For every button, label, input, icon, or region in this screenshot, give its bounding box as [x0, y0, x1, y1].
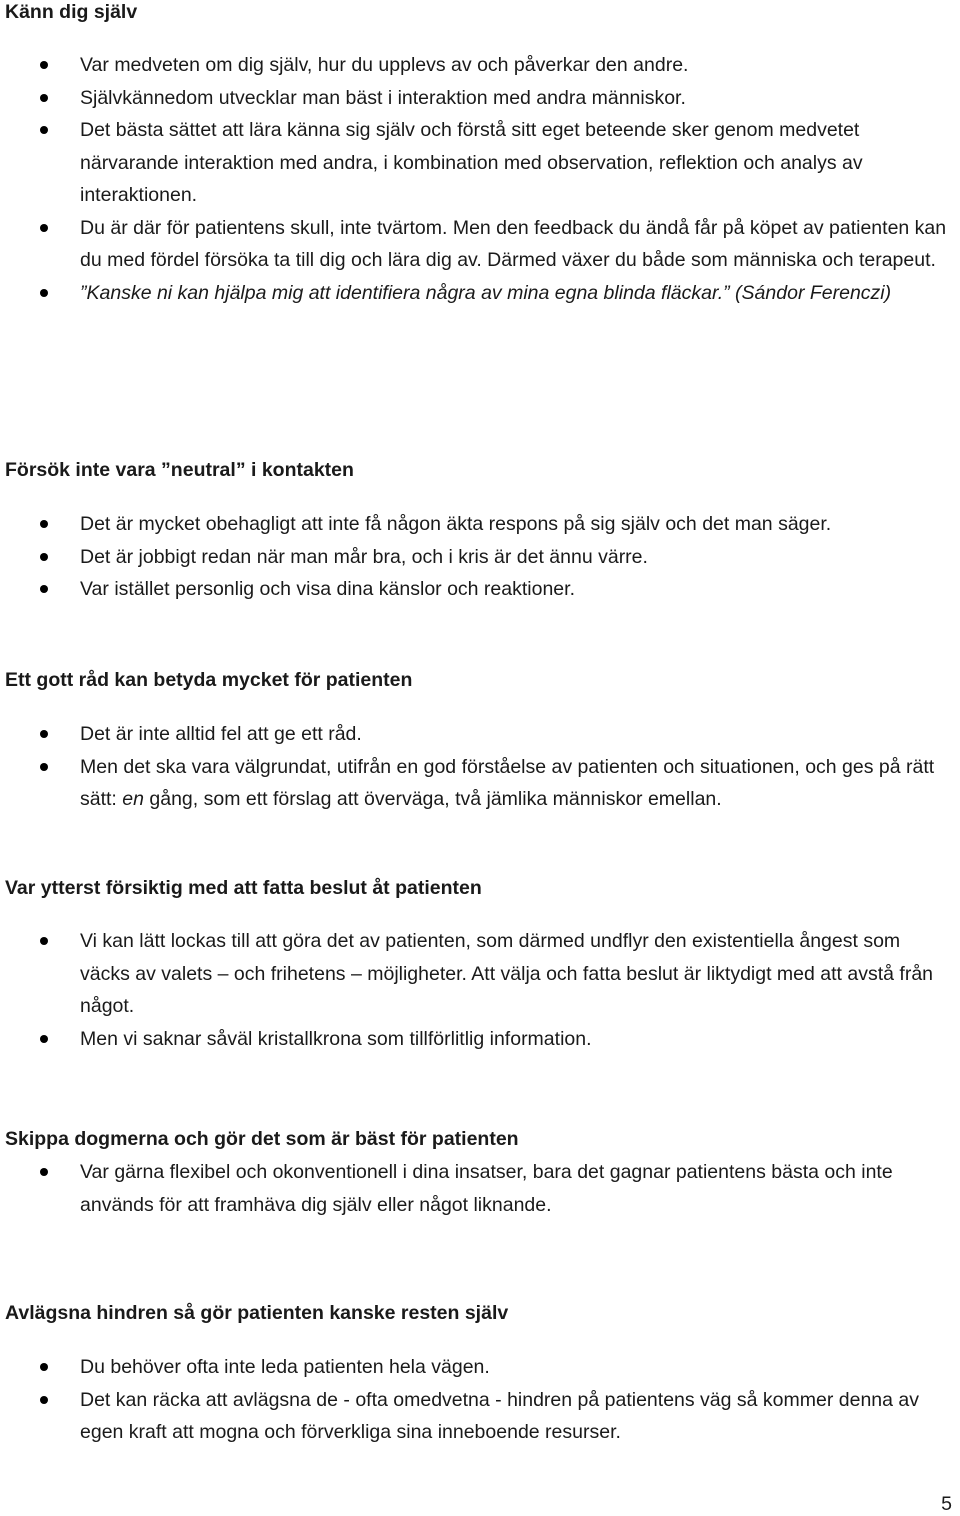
list-item	[0, 508, 955, 541]
bullet-icon	[40, 763, 48, 771]
list-item	[0, 1351, 955, 1384]
section-list-kanna-dig-sjalv	[0, 49, 955, 309]
list-item-text: Självkännedom utvecklar man bäst i interaktion med andra människor.	[80, 86, 686, 109]
list-item	[0, 718, 955, 751]
bullet-icon	[40, 585, 48, 593]
bullet-icon	[40, 94, 48, 102]
bullet-icon	[40, 937, 48, 945]
section-heading-kanna-dig-sjalv: Känn dig själv	[5, 1, 138, 23]
bullet-icon	[40, 553, 48, 561]
list-item-text: Du är där för patientens skull, inte tvärtom. Men den feedback du ändå får på köpet av patienten kan du med fördel försöka ta till dig och lära dig av. Därmed växer du både som människa och terapeut.	[80, 216, 947, 271]
bullet-icon	[40, 126, 48, 134]
list-item	[0, 114, 955, 212]
list-item-text: Det bästa sättet att lära känna sig själv och förstå sitt eget beteende sker genom medvetet närvarande interaktion med andra, i kombination med observation, reflektion och analys av interaktionen.	[80, 119, 863, 206]
bullet-icon	[40, 1396, 48, 1404]
list-item	[0, 925, 955, 1023]
page-number: 5	[941, 1493, 952, 1515]
list-item	[0, 82, 955, 115]
list-item-text: Det kan räcka att avlägsna de - ofta omedvetna - hindren på patientens väg så kommer denna av egen kraft att mogna och förverkliga sina inneboende resurser.	[80, 1388, 919, 1443]
emphasized-word: en	[122, 788, 144, 810]
list-item	[0, 1384, 955, 1449]
list-item-text: Var istället personlig och visa dina känslor och reaktioner.	[80, 578, 575, 600]
list-item-text: Var gärna flexibel och okonventionell i dina insatser, bara det gagnar patientens bästa och inte används för att framhäva dig själv eller något liknande.	[80, 1161, 893, 1216]
bullet-icon	[40, 520, 48, 528]
section-heading-ett-gott-rad: Ett gott råd kan betyda mycket för patienten	[5, 669, 413, 691]
list-item	[0, 1023, 955, 1056]
bullet-icon	[40, 1363, 48, 1371]
list-item-text: Vi kan lätt lockas till att göra det av patienten, som därmed undflyr den existentiella ångest som väcks av valets – och frihetens – möjligheter. Att välja och fatta beslut är liktydigt med att avstå från något.	[80, 930, 934, 1017]
list-item-text: Det är inte alltid fel att ge ett råd.	[80, 723, 362, 745]
list-item-text: Du behöver ofta inte leda patienten hela vägen.	[80, 1356, 490, 1378]
list-item-text: Det är jobbigt redan när man mår bra, och i kris är det ännu värre.	[80, 545, 648, 568]
section-list-avlagsna-hindren	[0, 1351, 955, 1449]
list-item-text-before: Men det ska vara välgrundat, utifrån en god förståelse av patienten och situationen, och ges på rätt sätt:	[80, 755, 935, 810]
section-heading-var-ytterst-forsiktig: Var ytterst försiktig med att fatta beslut åt patienten	[5, 877, 482, 899]
list-item-text: Det är mycket obehagligt att inte få någon äkta respons på sig själv och det man säger.	[80, 513, 832, 535]
list-item	[0, 1156, 955, 1221]
bullet-icon	[40, 730, 48, 738]
list-item-text-after: gång, som ett förslag att överväga, två jämlika människor emellan.	[143, 788, 722, 810]
list-item	[0, 573, 955, 606]
bullet-icon	[40, 224, 48, 232]
list-item	[0, 751, 955, 816]
bullet-icon	[40, 1168, 48, 1176]
quote-text: ”Kanske ni kan hjälpa mig att identifiera några av mina egna blinda fläckar.” (Sándor Ferenczi)	[80, 281, 892, 304]
section-list-var-ytterst-forsiktig	[0, 925, 955, 1055]
section-heading-skippa-dogmerna: Skippa dogmerna och gör det som är bäst för patienten	[5, 1128, 519, 1150]
list-item	[0, 212, 955, 277]
list-item	[0, 49, 955, 82]
bullet-icon	[40, 289, 48, 297]
list-item-text: Men vi saknar såväl kristallkrona som tillförlitlig information.	[80, 1027, 592, 1050]
list-item-text: Var medveten om dig själv, hur du upplevs av och påverkar den andre.	[80, 54, 689, 76]
bullet-icon	[40, 61, 48, 69]
bullet-icon	[40, 1035, 48, 1043]
quote-item	[0, 277, 955, 310]
list-item	[0, 541, 955, 574]
section-list-ett-gott-rad	[0, 718, 955, 816]
section-heading-avlagsna-hindren: Avlägsna hindren så gör patienten kanske resten själv	[5, 1302, 509, 1324]
section-heading-forsok-inte-vara-neutral: Försök inte vara ”neutral” i kontakten	[5, 459, 354, 481]
section-list-forsok-inte-vara-neutral	[0, 508, 955, 606]
section-list-skippa-dogmerna	[0, 1156, 955, 1221]
